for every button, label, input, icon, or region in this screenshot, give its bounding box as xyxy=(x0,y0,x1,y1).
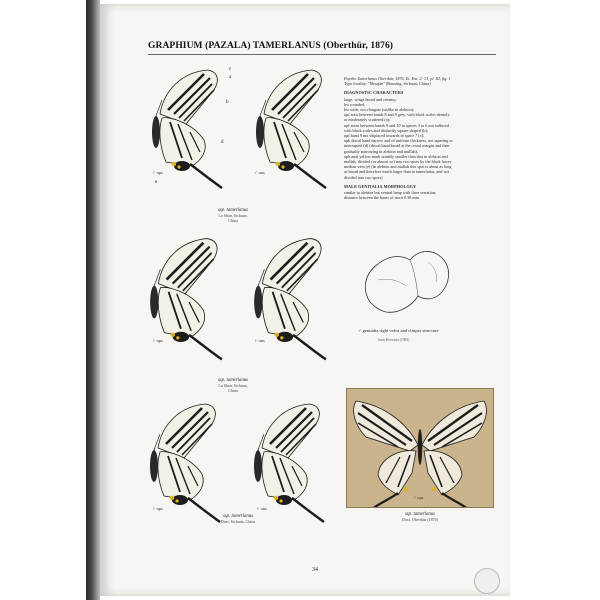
sex-label: ♀ ups xyxy=(152,338,163,343)
callout-a: a xyxy=(229,75,232,80)
genitalia-caption: ♂ genitalia right valva and clasper structure xyxy=(358,328,439,333)
page-title: GRAPHIUM (PAZALA) TAMERLANUS (Oberthür, 1876) xyxy=(148,41,394,51)
callout-e: e xyxy=(155,180,158,185)
genitalia-line: similar to alebion but ventral lamp with finer serration; xyxy=(344,190,437,196)
diagnostic-line: mullah, divided (or almost so) into two spots by the black lower xyxy=(344,159,452,165)
diagnostic-line: upf area between bands 8 and 9 grey, with black scales densely xyxy=(344,112,450,118)
diagnostic-line: with black scales and distinctly square shaped (b); xyxy=(344,127,429,133)
diagnostic-line: as broad and therefore much larger than in tamerlanus, and not xyxy=(344,169,449,175)
caption-locality: Daxi, Sichuan, China xyxy=(220,519,256,524)
diagnostic-heading: DIAGNOSTIC CHARACTERS xyxy=(344,90,404,96)
sex-label: ♂ uns xyxy=(254,170,265,175)
diagnostic-line: hw wide, not elongate (unlike in alebion); xyxy=(344,107,415,113)
diagnostic-line: upf areas between bands 9 and 10 in spaces 3 to 6 not suffused xyxy=(344,122,449,128)
type-locality: Type locality: "Moupin" [Baoxing, Sichuan, China] xyxy=(344,81,431,87)
book-spine-shadow xyxy=(86,0,100,600)
specimen-caption xyxy=(206,378,260,393)
species-text xyxy=(344,76,494,200)
page-number: 34 xyxy=(312,567,318,573)
sex-label: ♂ ups xyxy=(413,495,424,500)
caption-locality: Lo Shan, Sichuan, xyxy=(218,213,248,218)
diagnostic-line: upf band 9 not displaced inwards in space 7 (c); xyxy=(344,133,425,139)
watermark-stamp xyxy=(474,568,500,594)
original-description: Papilio Tamerlanus Oberthür, 1876, Et. Ent. 2: 13, pl. III, fig. 1 xyxy=(344,76,451,81)
sex-label: ♀ uns xyxy=(254,338,265,343)
caption-ssp: ssp. tamerlanus xyxy=(217,208,249,213)
diagnostic-line: hw rounded; xyxy=(344,101,366,107)
sex-label: ♂ ups xyxy=(152,170,163,175)
genitalia-heading: MALE GENITALIA MORPHOLOGY xyxy=(344,183,417,189)
callout-b: b xyxy=(226,100,229,105)
specimen-caption xyxy=(208,208,258,223)
diagnostic-line: gradually narrowing in alebion and mullah); xyxy=(344,148,419,154)
caption-locality: Lu Shan, Sichuan, xyxy=(218,383,248,388)
callout-d: d xyxy=(221,140,224,145)
diagnostic-line: uph discal band narrow and of uniform thickness, not tapering or xyxy=(344,138,453,144)
caption-locality: China xyxy=(228,218,238,223)
diagnostic-line: divided into two spots) xyxy=(344,174,383,180)
caption-ssp: ssp. tamerlanus xyxy=(217,378,249,383)
diagnostic-line: interrupted (d) (discal band broad at the costal margin and then xyxy=(344,143,450,149)
plate-butterfly xyxy=(347,389,493,507)
genitalia-line: distance between the bases of uncii 0.38 mm xyxy=(344,195,419,201)
callout-c: c xyxy=(229,67,232,72)
butterfly-figure xyxy=(144,234,228,366)
sex-label: ♀ uns xyxy=(256,506,267,511)
specimen-caption xyxy=(390,512,450,522)
title-rule xyxy=(148,54,496,55)
caption-ssp: ssp. tamerlanus xyxy=(222,514,254,519)
specimen-caption xyxy=(208,514,268,524)
diagnostic-line: median vein (e) (in alebion and mullah this spot is about as long xyxy=(344,164,452,170)
genitalia-drawing xyxy=(348,244,460,324)
diagnostic-line: uph anal yellow mark notably smaller than that in alebion and xyxy=(344,153,448,159)
caption-locality: China xyxy=(228,388,238,393)
caption-locality: Daxi, Oberthür (1876) xyxy=(402,517,438,522)
book-page xyxy=(100,4,510,596)
diagnostic-line: large, wings broad and creamy; xyxy=(344,96,397,102)
specimen-female-ups xyxy=(144,234,228,366)
historical-plate-photo xyxy=(346,388,494,508)
caption-ssp: ssp. tamerlanus xyxy=(404,512,436,517)
diagnostic-line: or moderately scattered (a); xyxy=(344,117,391,123)
specimen-female-uns xyxy=(248,234,332,366)
butterfly-figure xyxy=(248,234,332,366)
sex-label: ♀ ups xyxy=(152,506,163,511)
genitalia-source: from Koiwaya (1993) xyxy=(378,338,410,342)
